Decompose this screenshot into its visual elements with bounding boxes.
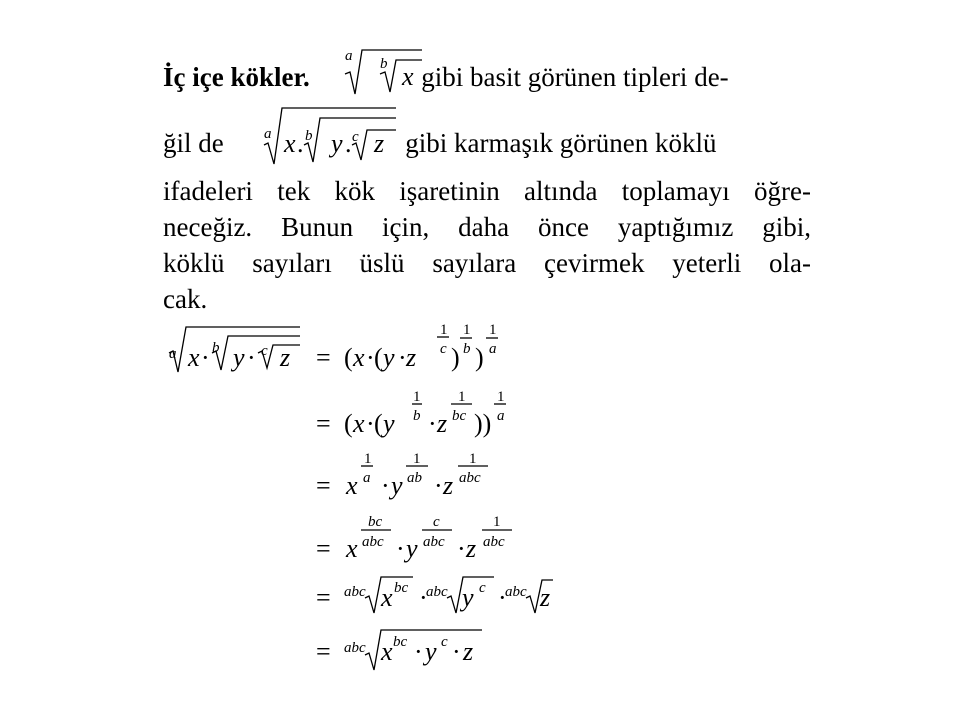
var-y: y — [406, 534, 418, 563]
numerator: c — [433, 514, 440, 530]
denominator: ab — [407, 470, 422, 486]
equals-sign: = — [316, 583, 331, 612]
denominator: bc — [452, 408, 467, 424]
root-index-b: b — [380, 56, 388, 72]
var-y: y — [462, 583, 474, 612]
dot: · — [452, 637, 461, 666]
intro-line-1-text: gibi basit görünen tipleri de- — [421, 62, 729, 92]
var-x: x — [284, 129, 296, 158]
exponent-bc: bc — [393, 634, 408, 650]
denominator: abc — [423, 534, 445, 550]
root-index-c: c — [352, 129, 359, 145]
equals-sign: = — [316, 534, 331, 563]
dot: · — [419, 583, 428, 612]
paren-close: )) — [474, 409, 492, 438]
root-index-abc: abc — [344, 584, 366, 600]
var-y: y — [331, 129, 343, 158]
numerator: 1 — [463, 322, 471, 338]
equals-sign: = — [316, 637, 331, 666]
denominator: a — [497, 408, 505, 424]
paren-close: ) — [475, 343, 484, 372]
numerator: bc — [368, 514, 383, 530]
dot: · — [498, 583, 507, 612]
denominator: abc — [362, 534, 384, 550]
dot: · — [381, 471, 390, 500]
root-index-a: a — [169, 346, 177, 362]
paren-close: ) — [451, 343, 460, 372]
var-z: z — [437, 409, 448, 438]
paren-open: ( — [344, 343, 353, 372]
var-z: z — [280, 343, 291, 372]
section-heading: İç içe kökler. — [163, 62, 310, 92]
denominator: a — [489, 341, 497, 357]
root-index-b: b — [305, 128, 313, 144]
period-dot: . — [297, 129, 304, 158]
dot: · — [366, 343, 375, 372]
paren-open: ( — [374, 409, 383, 438]
numerator: 1 — [413, 451, 421, 467]
dot: · — [201, 343, 210, 372]
var-y: y — [425, 637, 437, 666]
dot: · — [398, 343, 407, 372]
denominator: b — [413, 408, 421, 424]
period-dot: . — [345, 129, 352, 158]
dot: · — [396, 534, 405, 563]
exponent-bc: bc — [394, 580, 409, 596]
intro-line-3: ifadeleri tek kök işaretinin altında toplamayı öğre- — [163, 176, 811, 206]
var-x: x — [381, 583, 393, 612]
numerator: 1 — [469, 451, 477, 467]
root-index-abc: abc — [344, 640, 366, 656]
equals-sign: = — [316, 471, 331, 500]
var-x: x — [346, 534, 358, 563]
denominator: a — [363, 470, 371, 486]
root-index-abc: abc — [426, 584, 448, 600]
var-z: z — [463, 637, 474, 666]
root-index-b: b — [212, 340, 220, 356]
dot: · — [414, 637, 423, 666]
paren-open: ( — [374, 343, 383, 372]
dot: · — [366, 409, 375, 438]
var-x: x — [346, 471, 358, 500]
var-y: y — [383, 409, 395, 438]
var-z: z — [466, 534, 477, 563]
var-y: y — [383, 343, 395, 372]
var-y: y — [233, 343, 245, 372]
exponent-c: c — [479, 580, 486, 596]
denominator: b — [463, 341, 471, 357]
root-index-c: c — [261, 343, 268, 359]
var-z: z — [406, 343, 417, 372]
root-index-abc: abc — [505, 584, 527, 600]
numerator: 1 — [489, 322, 497, 338]
var-x: x — [353, 409, 365, 438]
root-index-a: a — [264, 126, 272, 142]
var-z: z — [374, 129, 385, 158]
denominator: abc — [459, 470, 481, 486]
numerator: 1 — [364, 451, 372, 467]
denominator: abc — [483, 534, 505, 550]
numerator: 1 — [413, 389, 421, 405]
intro-line-4: neceğiz. Bunun için, daha önce yaptığımız gibi, — [163, 212, 811, 242]
var-z: z — [443, 471, 454, 500]
numerator: 1 — [440, 322, 448, 338]
var-x: x — [402, 62, 414, 91]
denominator: c — [440, 341, 447, 357]
intro-line-6: cak. — [163, 284, 208, 314]
dot: · — [428, 409, 437, 438]
var-x: x — [353, 343, 365, 372]
dot: · — [247, 343, 256, 372]
var-y: y — [391, 471, 403, 500]
numerator: 1 — [493, 514, 501, 530]
root-index-a: a — [345, 48, 353, 64]
intro-line-2-start: ğil de — [163, 128, 224, 158]
intro-line-5: köklü sayıları üslü sayılara çevirmek yeterli ola- — [163, 248, 811, 278]
numerator: 1 — [497, 389, 505, 405]
dot: · — [457, 534, 466, 563]
dot: · — [434, 471, 443, 500]
intro-line-2-end: gibi karmaşık görünen köklü — [405, 128, 717, 158]
equals-sign: = — [316, 409, 331, 438]
exponent-c: c — [441, 634, 448, 650]
var-x: x — [381, 637, 393, 666]
paren-open: ( — [344, 409, 353, 438]
var-z: z — [540, 583, 551, 612]
numerator: 1 — [458, 389, 466, 405]
var-x: x — [188, 343, 200, 372]
equals-sign: = — [316, 343, 331, 372]
